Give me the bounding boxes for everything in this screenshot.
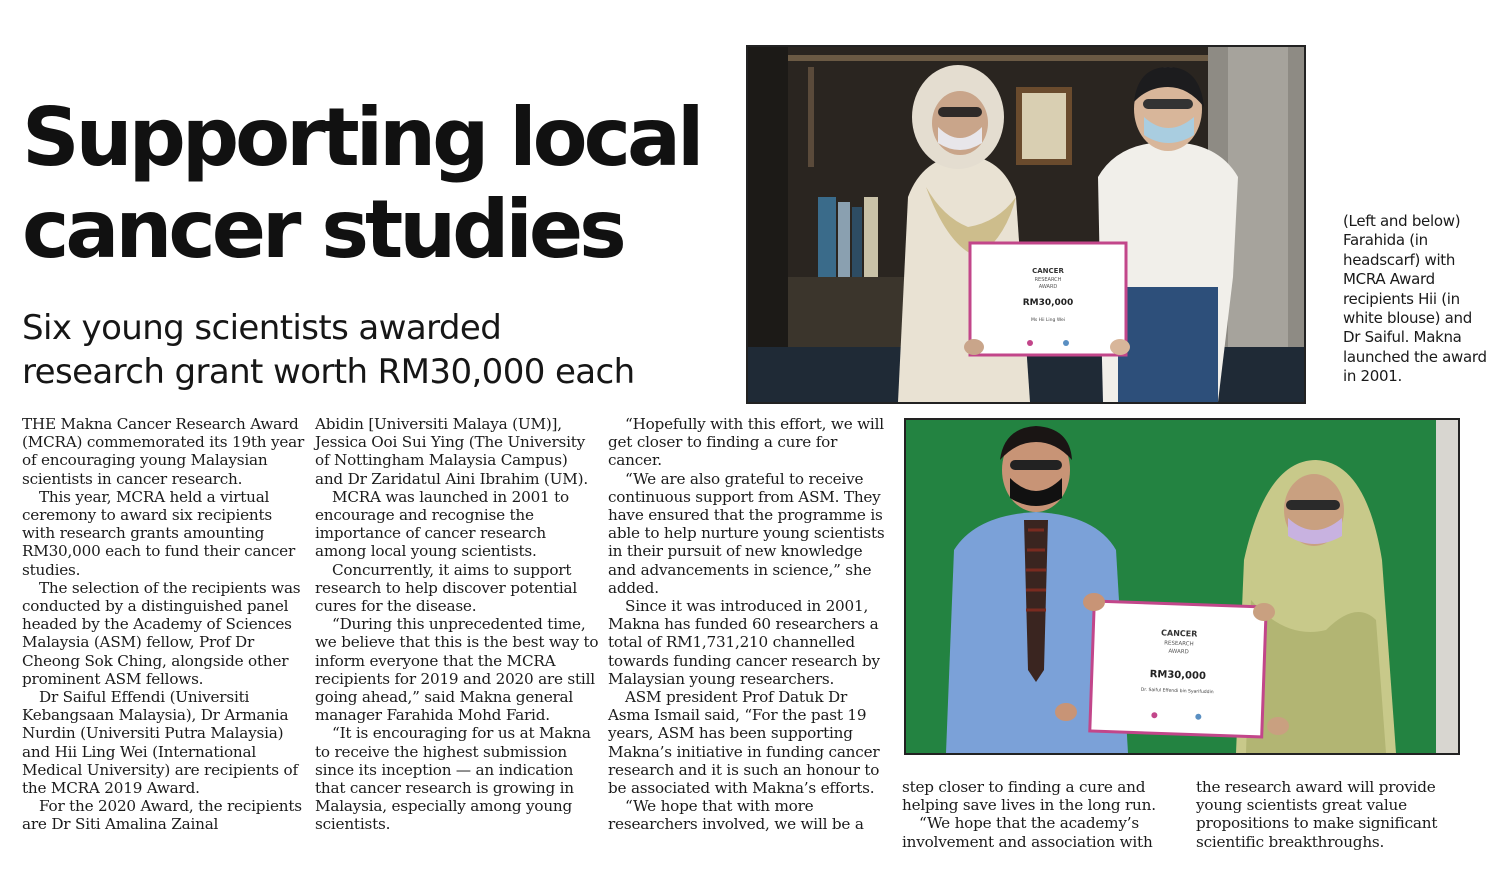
award-photo-bottom [904, 418, 1460, 755]
paragraph: “Hopefully with this effort, we will get closer to finding a cure for cancer. [608, 415, 884, 470]
paragraph: ASM president Prof Datuk Dr Asma Ismail said, “For the past 19 years, ASM has been supporting Makna’s initiative in funding cancer research and it is such an honour to be associated with Makna’s efforts. [608, 688, 880, 798]
paragraph: “It is encouraging for us at Makna to receive the highest submission since its inception — an indication that cancer research is growing in Malaysia, especially among young scientists. [315, 724, 591, 834]
board-recipient-name: Ms Hii Ling Wei [1030, 318, 1066, 323]
article-column-4 [902, 778, 1180, 851]
headline-line: Supporting local [22, 91, 701, 184]
paragraph: Since it was introduced in 2001, Makna has funded 60 researchers a total of RM1,731,210 channelled towards funding cancer research by Malaysian young researchers. [608, 597, 880, 688]
board-amount: RM30,000 [1149, 669, 1207, 682]
board-recipient-name: Dr. Saiful Effendi bin Syarifuddin [1140, 687, 1214, 696]
paragraph: For the 2020 Award, the recipients are Dr Siti Amalina Zainal [22, 797, 302, 834]
board-title: CANCER [1032, 267, 1064, 275]
article-column-2 [315, 415, 599, 834]
subheadline [22, 306, 712, 394]
paragraph: “We hope that the academy’s involvement and association with [902, 814, 1153, 851]
subheadline-line: research grant worth RM30,000 each [22, 352, 635, 392]
paragraph: “We hope that with more researchers involved, we will be a [608, 797, 864, 834]
board-title: AWARD [1038, 284, 1058, 290]
headline [22, 92, 722, 276]
paragraph: “During this unprecedented time, we believe that this is the best way to inform everyone that the MCRA recipients for 2019 and 2020 are still going ahead,” said Makna general manager Farahida Mohd Farid. [315, 615, 599, 725]
paragraph: the research award will provide young scientists great value propositions to make significant scientific breakthroughs. [1196, 778, 1438, 851]
board-title: CANCER [1160, 628, 1198, 639]
article-column-3 [608, 415, 892, 834]
paragraph: The selection of the recipients was conducted by a distinguished panel headed by the Academy of Sciences Malaysia (ASM) fellow, Prof Dr Cheong Sok Ching, alongside other prominent ASM fellows. [22, 578, 301, 688]
subheadline-line: Six young scientists awarded [22, 308, 502, 348]
board-amount: RM30,000 [1022, 298, 1074, 308]
paragraph: THE Makna Cancer Research Award (MCRA) commemorated its 19th year of encouraging young Malaysian scientists in cancer research. [22, 415, 305, 488]
article-column-1 [22, 415, 306, 834]
paragraph: Abidin [Universiti Malaya (UM)], Jessica Ooi Sui Ying (The University of Nottingham Malaysia Campus) and Dr Zaridatul Aini Ibrahim (UM). [315, 415, 588, 488]
paragraph: Dr Saiful Effendi (Universiti Kebangsaan Malaysia), Dr Armania Nurdin (Universiti Putra Malaysia) and Hii Ling Wei (International Medical University) are recipients of the MCRA 2019 Award. [22, 688, 298, 798]
paragraph: step closer to finding a cure and helping save lives in the long run. [902, 778, 1156, 815]
paragraph: MCRA was launched in 2001 to encourage and recognise the importance of cancer research among local young scientists. [315, 487, 569, 561]
photo-caption: (Left and below) Farahida (in headscarf) with MCRA Award recipients Hii (in white blouse) and Dr Saiful. Makna launched the award in 2001. [1343, 212, 1487, 386]
board-title: AWARD [1168, 648, 1189, 656]
paragraph: Concurrently, it aims to support research to help discover potential cures for the disease. [315, 560, 577, 616]
headline-line: cancer studies [22, 183, 623, 276]
paragraph: This year, MCRA held a virtual ceremony to award six recipients with research grants amounting RM30,000 each to fund their cancer studies. [22, 487, 296, 579]
article-column-5 [1196, 778, 1474, 851]
board-title: RESEARCH [1034, 277, 1062, 283]
board-title: RESEARCH [1163, 640, 1194, 648]
award-photo-top [746, 45, 1306, 404]
paragraph: “We are also grateful to receive continuous support from ASM. They have ensured that the programme is able to help nurture young scientists in their pursuit of new knowledge and advancements in science,” she added. [608, 469, 885, 597]
